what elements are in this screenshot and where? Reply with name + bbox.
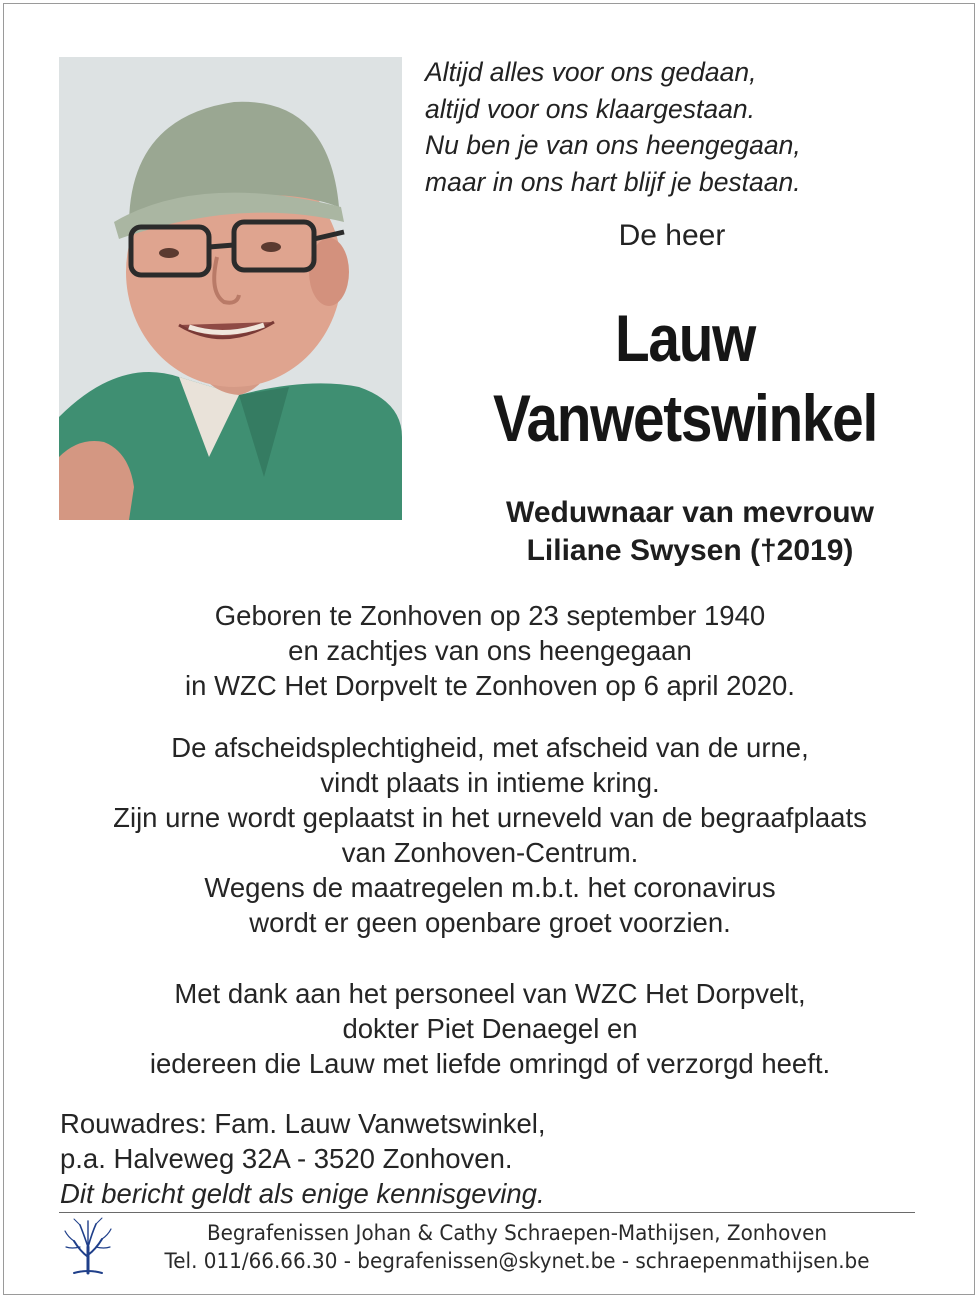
spouse-line: Liliane Swysen (†2019) xyxy=(526,534,854,567)
thanks-info xyxy=(0,976,980,1081)
last-name: Vanwetswinkel xyxy=(493,381,877,455)
spouse-line: Weduwnaar van mevrouw xyxy=(506,496,874,529)
text-line: iedereen die Lauw met liefde omringd of verzorgd heeft. xyxy=(149,1048,831,1079)
notice-line: Dit bericht geldt als enige kennisgeving. xyxy=(60,1178,545,1209)
poem-line: Altijd alles voor ons gedaan, xyxy=(425,57,757,87)
poem-line: maar in ons hart blijf je bestaan. xyxy=(425,166,801,197)
text-line: Zijn urne wordt geplaatst in het urneveld van de begraafplaats xyxy=(113,802,867,833)
memorial-poem xyxy=(425,54,945,200)
address-line: p.a. Halveweg 32A - 3520 Zonhoven. xyxy=(60,1143,513,1174)
ceremony-info xyxy=(0,730,980,940)
tree-logo-icon xyxy=(62,1217,114,1275)
text-line: Wegens de maatregelen m.b.t. het coronavirus xyxy=(204,872,776,903)
portrait-photo xyxy=(59,57,402,520)
honorific: De heer xyxy=(618,219,726,252)
funeral-home-footer xyxy=(132,1219,902,1275)
poem-line: Nu ben je van ons heengegaan, xyxy=(425,130,801,160)
text-line: vindt plaats in intieme kring. xyxy=(320,767,660,798)
text-line: dokter Piet Denaegel en xyxy=(342,1013,638,1044)
poem-line: altijd voor ons klaargestaan. xyxy=(425,93,755,124)
mourning-address xyxy=(60,1106,546,1211)
portrait-illustration xyxy=(59,57,402,520)
spouse-info xyxy=(400,494,980,570)
text-line: en zachtjes van ons heengegaan xyxy=(288,635,692,666)
text-line: wordt er geen openbare groet voorzien. xyxy=(249,907,731,938)
first-name: Lauw xyxy=(615,301,755,375)
birth-death-info xyxy=(0,598,980,703)
funeral-home-contact: Tel. 011/66.66.30 - begrafenissen@skynet.be - schraepenmathijsen.be xyxy=(164,1249,870,1273)
text-line: De afscheidsplechtigheid, met afscheid van de urne, xyxy=(171,732,809,763)
text-line: in WZC Het Dorpvelt te Zonhoven op 6 april 2020. xyxy=(185,670,795,701)
text-line: Geboren te Zonhoven op 23 september 1940 xyxy=(214,600,766,631)
footer-divider xyxy=(59,1212,915,1213)
text-line: van Zonhoven-Centrum. xyxy=(341,837,639,868)
address-line: Rouwadres: Fam. Lauw Vanwetswinkel, xyxy=(60,1108,546,1139)
funeral-home-name: Begrafenissen Johan & Cathy Schraepen-Mathijsen, Zonhoven xyxy=(206,1221,828,1245)
deceased-name xyxy=(440,298,930,458)
text-line: Met dank aan het personeel van WZC Het Dorpvelt, xyxy=(174,978,806,1009)
